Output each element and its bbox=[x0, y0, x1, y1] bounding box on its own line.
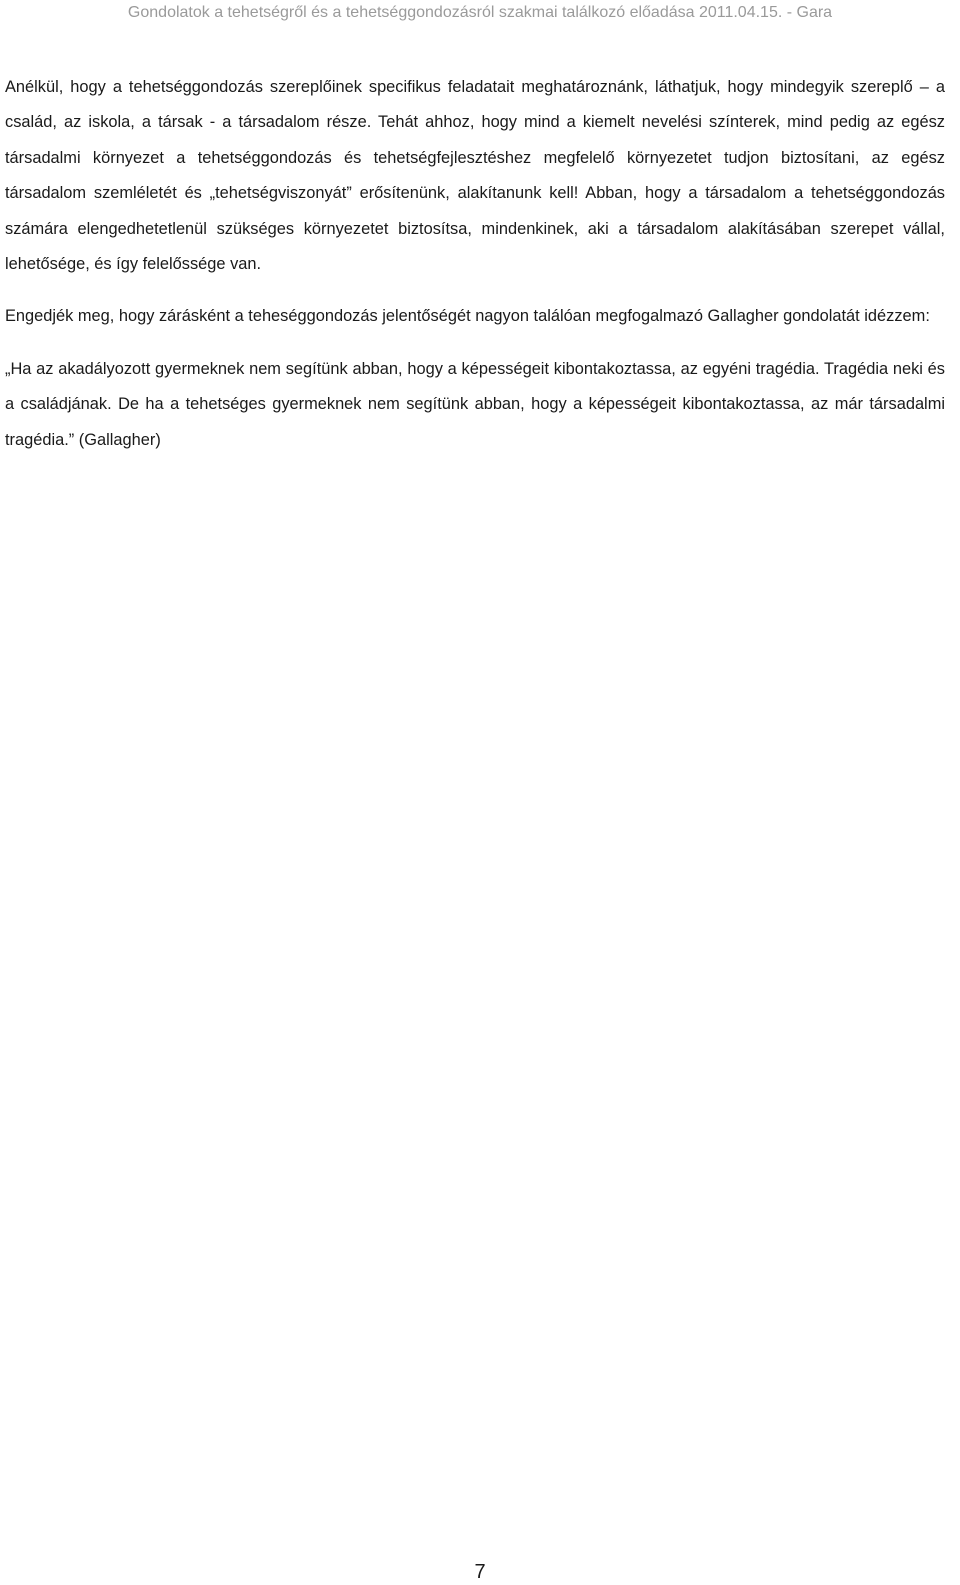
paragraph-2: Engedjék meg, hogy zárásként a teheséggondozás jelentőségét nagyon találóan megfogalmazó Gallagher gondolatát idézzem: bbox=[5, 307, 930, 326]
page-number: 7 bbox=[474, 1561, 486, 1583]
quote-paragraph: „Ha az akadályozott gyermeknek nem segítünk abban, hogy a képességeit kibontakoztassa, az egyéni tragédia. Tragédia neki és a családjának. De ha a tehetséges gyermeknek nem segítünk abban, hogy a képességeit kibontakoztassa, az már társadalmi tragédia.” (Gallagher) bbox=[5, 359, 945, 449]
body-text bbox=[5, 70, 945, 458]
paragraph-1: Anélkül, hogy a tehetséggondozás szereplőinek specifikus feladatait meghatároznánk, láthatjuk, hogy mindegyik szereplő – a család, az iskola, a társak - a társadalom része. Tehát ahhoz, hogy mind a kiemelt nevelési színterek, mind pedig az egész társadalmi környezet a tehetséggondozás és tehetségfejlesztéshez megfelelő környezetet tudjon biztosítani, az egész társadalom szemléletét és „tehetségviszonyát” erősítenünk, alakítanunk kell! Abban, hogy a társadalom a tehetséggondozás számára elengedhetetlenül szükséges környezetet biztosítsa, mindenkinek, aki a társadalom alakításában szerepet vállal, lehetősége, és így felelőssége van. bbox=[5, 78, 945, 274]
running-header: Gondolatok a tehetségről és a tehetséggondozásról szakmai találkozó előadása 2011.04.15. - Gara bbox=[127, 4, 833, 21]
